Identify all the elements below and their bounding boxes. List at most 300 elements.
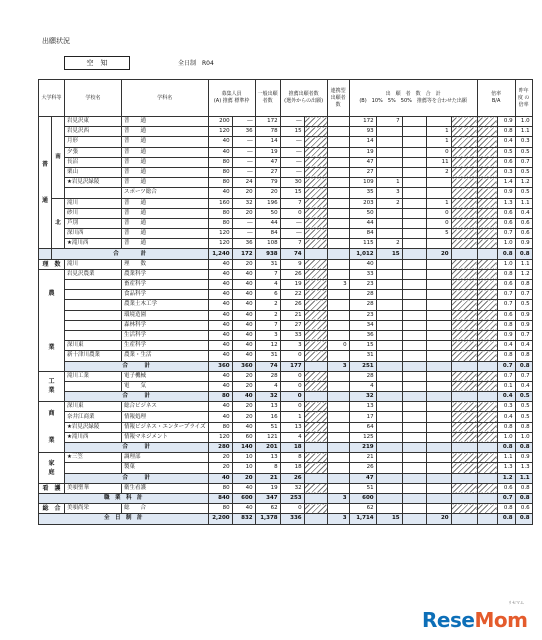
table-cell (451, 310, 477, 320)
table-cell (402, 280, 426, 290)
table-cell (477, 229, 497, 239)
table-cell (402, 167, 426, 177)
table-cell: 219 (349, 443, 376, 453)
table-cell: 35 (349, 188, 376, 198)
table-cell: 0.5 (497, 147, 515, 157)
table-row (39, 229, 533, 239)
table-cell: 40 (208, 473, 232, 483)
table-cell: 1.0 (515, 117, 532, 127)
application-status-table (38, 79, 533, 525)
table-cell: 40 (208, 188, 232, 198)
table-cell (304, 127, 327, 137)
table-cell: 80 (208, 483, 232, 493)
table-cell: 3 (327, 361, 349, 371)
table-cell: 40 (208, 371, 232, 381)
table-cell: ― (232, 117, 255, 127)
table-cell: 62 (255, 504, 280, 514)
table-cell: 10 (232, 453, 255, 463)
table-cell: 普 通 (122, 178, 209, 188)
table-cell: 23 (349, 280, 376, 290)
table-cell (327, 157, 349, 167)
table-cell: 840 (208, 493, 232, 503)
table-cell: 79 (255, 178, 280, 188)
table-cell: 4 (280, 432, 304, 442)
table-cell: 1 (426, 198, 451, 208)
table-cell: 21 (280, 310, 304, 320)
table-cell (451, 463, 477, 473)
table-cell (426, 117, 451, 127)
table-cell: 40 (208, 381, 232, 391)
table-cell: 78 (255, 127, 280, 137)
table-cell (451, 514, 477, 524)
table-cell (477, 167, 497, 177)
table-cell (477, 361, 497, 371)
table-cell: 合 計 (65, 392, 209, 402)
table-cell: 21 (349, 453, 376, 463)
table-cell: 森林科学 (122, 320, 209, 330)
table-cell (477, 381, 497, 391)
table-cell (426, 443, 451, 453)
table-cell: 40 (208, 330, 232, 340)
table-cell (327, 483, 349, 493)
table-cell: 0.7 (515, 371, 532, 381)
table-cell (376, 330, 402, 340)
table-cell: 19 (255, 483, 280, 493)
table-cell: 0.3 (515, 137, 532, 147)
table-cell (477, 239, 497, 249)
header-course-year: 全日制 R04 (178, 60, 214, 67)
table-cell (402, 381, 426, 391)
table-row (39, 218, 533, 228)
table-cell: 普 通 (122, 229, 209, 239)
table-cell: 1,012 (349, 249, 376, 259)
table-cell: 普 通 (122, 117, 209, 127)
table-cell (327, 402, 349, 412)
table-cell: ― (232, 167, 255, 177)
table-cell: 北 (52, 198, 65, 249)
table-cell (402, 259, 426, 269)
table-cell (402, 330, 426, 340)
table-cell: 合 計 (65, 443, 209, 453)
table-cell: 74 (255, 361, 280, 371)
table-cell: 15 (376, 249, 402, 259)
table-cell: 岩見沢農業 (65, 269, 122, 279)
table-cell (327, 198, 349, 208)
table-cell: 0.4 (497, 412, 515, 422)
table-cell: 40 (208, 290, 232, 300)
table-row (39, 412, 533, 422)
table-cell: 普 通 (122, 208, 209, 218)
table-cell: 15 (349, 341, 376, 351)
table-cell: 50 (255, 208, 280, 218)
table-cell: 108 (255, 239, 280, 249)
table-cell: 360 (232, 361, 255, 371)
table-cell (402, 422, 426, 432)
table-cell: 0.6 (515, 218, 532, 228)
table-cell: 0.7 (497, 229, 515, 239)
table-cell (65, 310, 122, 320)
table-cell: 31 (255, 351, 280, 361)
table-cell: 0 (426, 208, 451, 218)
table-cell: 農業・生活 (122, 351, 209, 361)
table-cell: 0.4 (515, 208, 532, 218)
table-cell (451, 473, 477, 483)
table-cell (65, 330, 122, 340)
table-cell: 20 (232, 371, 255, 381)
table-cell: 600 (232, 493, 255, 503)
table-cell (426, 493, 451, 503)
col-recommend: 推薦出願者数 (選外からの出願) (280, 80, 327, 117)
table-cell: 0.7 (497, 493, 515, 503)
table-cell (304, 351, 327, 361)
table-cell (426, 381, 451, 391)
table-cell: 0.8 (515, 361, 532, 371)
table-cell: 合 計 (65, 361, 209, 371)
table-cell (304, 371, 327, 381)
table-cell (304, 402, 327, 412)
table-cell: 0.6 (497, 157, 515, 167)
table-cell (376, 361, 402, 371)
table-row (39, 432, 533, 442)
table-cell: 7 (255, 269, 280, 279)
table-cell (327, 127, 349, 137)
col-area: 大学科等 (39, 80, 65, 117)
table-cell (477, 392, 497, 402)
table-cell: 全 日 制 計 (39, 514, 209, 524)
table-cell: 36 (232, 127, 255, 137)
table-cell: 26 (280, 473, 304, 483)
table-cell (451, 361, 477, 371)
table-cell: 2 (426, 167, 451, 177)
table-cell: 0.9 (515, 310, 532, 320)
table-cell (477, 402, 497, 412)
table-cell (477, 330, 497, 340)
table-cell: 0 (280, 351, 304, 361)
table-cell (327, 504, 349, 514)
table-cell (477, 432, 497, 442)
table-cell: 1 (280, 412, 304, 422)
table-cell (376, 127, 402, 137)
table-cell: 1 (376, 178, 402, 188)
table-row (39, 310, 533, 320)
table-cell (327, 432, 349, 442)
table-cell (477, 483, 497, 493)
table-cell (451, 218, 477, 228)
table-cell: 12 (255, 341, 280, 351)
table-cell: 32 (349, 392, 376, 402)
table-row (39, 147, 533, 157)
table-cell (477, 504, 497, 514)
table-cell: 18 (280, 463, 304, 473)
table-cell (451, 239, 477, 249)
table-cell: 0 (426, 218, 451, 228)
table-cell: 336 (280, 514, 304, 524)
table-cell (451, 402, 477, 412)
table-cell: 40 (232, 504, 255, 514)
table-cell (477, 463, 497, 473)
table-cell: 普 通 (122, 127, 209, 137)
table-cell: 16 (255, 412, 280, 422)
table-cell (304, 310, 327, 320)
table-cell: 1,240 (208, 249, 232, 259)
table-cell: 26 (349, 463, 376, 473)
table-row (39, 249, 533, 259)
table-cell: 13 (280, 422, 304, 432)
table-cell: 27 (280, 320, 304, 330)
table-cell (376, 392, 402, 402)
table-cell: 80 (208, 167, 232, 177)
table-cell: 36 (349, 330, 376, 340)
table-cell: 0.4 (515, 341, 532, 351)
table-row (39, 361, 533, 371)
table-cell (376, 167, 402, 177)
table-cell: 40 (208, 269, 232, 279)
table-cell: 13 (255, 402, 280, 412)
table-cell: 3 (280, 341, 304, 351)
table-cell (451, 392, 477, 402)
table-cell: ★滝川西 (65, 432, 122, 442)
table-cell (327, 208, 349, 218)
table-cell (451, 249, 477, 259)
table-cell: 0.8 (497, 320, 515, 330)
table-cell (477, 310, 497, 320)
table-cell: 3 (376, 188, 402, 198)
table-row (39, 167, 533, 177)
table-cell (451, 330, 477, 340)
table-cell: 84 (349, 229, 376, 239)
table-cell: 203 (349, 198, 376, 208)
table-cell: 0.8 (515, 514, 532, 524)
table-cell: 1.2 (515, 178, 532, 188)
table-cell (451, 259, 477, 269)
table-cell: 0.8 (497, 514, 515, 524)
table-cell (304, 117, 327, 127)
table-cell (402, 198, 426, 208)
table-cell: スポーツ総合 (122, 188, 209, 198)
table-cell: 196 (255, 198, 280, 208)
table-cell (451, 341, 477, 351)
table-row (39, 188, 533, 198)
table-cell (376, 432, 402, 442)
table-cell: 0.8 (497, 269, 515, 279)
table-cell: 0.6 (497, 208, 515, 218)
table-cell (451, 208, 477, 218)
table-cell: 滝川 (65, 198, 122, 208)
table-cell (402, 290, 426, 300)
col-ratio: 倍率 B/A (477, 80, 515, 117)
table-cell (327, 167, 349, 177)
table-cell: 832 (232, 514, 255, 524)
table-cell (304, 178, 327, 188)
table-cell (304, 443, 327, 453)
table-cell: 新十津川農業 (65, 351, 122, 361)
table-cell (426, 259, 451, 269)
table-cell (451, 381, 477, 391)
table-cell (477, 249, 497, 259)
table-cell: 172 (232, 249, 255, 259)
table-cell: 2 (376, 198, 402, 208)
table-row (39, 330, 533, 340)
table-cell (451, 422, 477, 432)
table-cell: ― (280, 117, 304, 127)
table-cell (304, 147, 327, 157)
col-school: 学校名 (65, 80, 122, 117)
table-cell: 1.1 (515, 127, 532, 137)
table-cell (304, 229, 327, 239)
table-cell: 0.3 (497, 167, 515, 177)
col-general: 一般出願者数 (255, 80, 280, 117)
table-cell (477, 453, 497, 463)
table-cell: 総 合 (39, 504, 65, 514)
table-cell: 0 (280, 208, 304, 218)
table-cell: 40 (232, 280, 255, 290)
page-title: 出願状況 (42, 37, 70, 45)
table-cell: 0.6 (515, 229, 532, 239)
table-cell: 40 (232, 351, 255, 361)
table-cell: 172 (349, 117, 376, 127)
table-cell: 1,378 (255, 514, 280, 524)
table-cell: 40 (208, 147, 232, 157)
table-cell (477, 443, 497, 453)
table-cell (477, 514, 497, 524)
table-cell: 7 (280, 239, 304, 249)
table-cell: 0.8 (497, 422, 515, 432)
table-cell (426, 412, 451, 422)
table-cell: 40 (232, 330, 255, 340)
table-cell: 40 (232, 422, 255, 432)
table-cell: 0.7 (497, 300, 515, 310)
table-cell (327, 218, 349, 228)
table-cell (426, 504, 451, 514)
table-row (39, 453, 533, 463)
table-cell (477, 218, 497, 228)
table-cell: 1.2 (515, 269, 532, 279)
table-cell (451, 117, 477, 127)
table-cell: 47 (349, 157, 376, 167)
table-cell (304, 300, 327, 310)
table-cell (426, 239, 451, 249)
table-cell: 総 合 (122, 504, 209, 514)
table-cell: 0.7 (497, 290, 515, 300)
table-cell: 80 (208, 422, 232, 432)
table-cell: ★岩見沢緑陵 (65, 422, 122, 432)
table-cell (327, 473, 349, 483)
table-cell: 長沼 (65, 157, 122, 167)
table-cell: ― (280, 137, 304, 147)
table-cell (451, 167, 477, 177)
table-cell: 40 (232, 392, 255, 402)
table-row (39, 351, 533, 361)
table-cell (304, 320, 327, 330)
table-cell (402, 514, 426, 524)
table-cell: 7 (255, 320, 280, 330)
table-cell: 0.5 (515, 392, 532, 402)
table-cell: 19 (349, 147, 376, 157)
table-cell: 生活科学 (122, 330, 209, 340)
table-cell (376, 300, 402, 310)
table-cell (304, 208, 327, 218)
logo-subtitle: リセマム (508, 600, 524, 605)
table-cell: 19 (280, 280, 304, 290)
table-cell (327, 320, 349, 330)
table-cell (402, 300, 426, 310)
col-dept: 学科名 (122, 80, 209, 117)
table-row (39, 422, 533, 432)
table-cell: 40 (208, 320, 232, 330)
table-cell (426, 453, 451, 463)
table-cell: 177 (280, 361, 304, 371)
table-row (39, 290, 533, 300)
table-cell (376, 351, 402, 361)
table-row (39, 392, 533, 402)
table-cell: 40 (208, 259, 232, 269)
table-cell: 60 (232, 432, 255, 442)
table-cell: 3 (327, 514, 349, 524)
table-cell: 0.7 (515, 157, 532, 167)
table-cell: 0.4 (497, 392, 515, 402)
table-cell (426, 463, 451, 473)
table-cell: 0.5 (515, 300, 532, 310)
table-cell: 0.8 (515, 493, 532, 503)
table-cell (327, 371, 349, 381)
table-cell (304, 412, 327, 422)
table-cell (304, 269, 327, 279)
table-cell: 40 (232, 310, 255, 320)
table-cell (402, 218, 426, 228)
table-cell (327, 259, 349, 269)
table-cell: 0.7 (497, 371, 515, 381)
table-cell: 製菓 (122, 463, 209, 473)
table-cell: 6 (255, 290, 280, 300)
table-row (39, 178, 533, 188)
table-cell: 40 (208, 412, 232, 422)
table-cell: 1.1 (515, 259, 532, 269)
table-cell: 情報マネジメント (122, 432, 209, 442)
table-cell (402, 249, 426, 259)
table-cell: 農業科学 (122, 269, 209, 279)
table-cell (477, 422, 497, 432)
table-cell (426, 371, 451, 381)
table-cell: 看 護 (39, 483, 65, 493)
table-cell: 15 (280, 127, 304, 137)
table-cell (426, 402, 451, 412)
table-cell (426, 392, 451, 402)
table-cell (327, 229, 349, 239)
table-cell: 15 (280, 188, 304, 198)
table-cell: 40 (208, 137, 232, 147)
table-cell: 15 (376, 514, 402, 524)
table-cell (376, 453, 402, 463)
table-cell: 0.3 (497, 402, 515, 412)
table-cell: ― (232, 218, 255, 228)
table-cell (304, 157, 327, 167)
table-cell (402, 371, 426, 381)
table-cell: 30 (280, 178, 304, 188)
table-cell: ― (280, 229, 304, 239)
table-cell: 合 計 (52, 249, 209, 259)
table-cell (376, 504, 402, 514)
table-cell (451, 127, 477, 137)
table-cell (426, 422, 451, 432)
table-cell (451, 198, 477, 208)
table-cell (327, 137, 349, 147)
table-cell: 2 (255, 310, 280, 320)
table-cell (402, 208, 426, 218)
table-cell: 理 数 (122, 259, 209, 269)
table-cell (451, 320, 477, 330)
table-cell: 280 (208, 443, 232, 453)
table-cell: 20 (208, 453, 232, 463)
